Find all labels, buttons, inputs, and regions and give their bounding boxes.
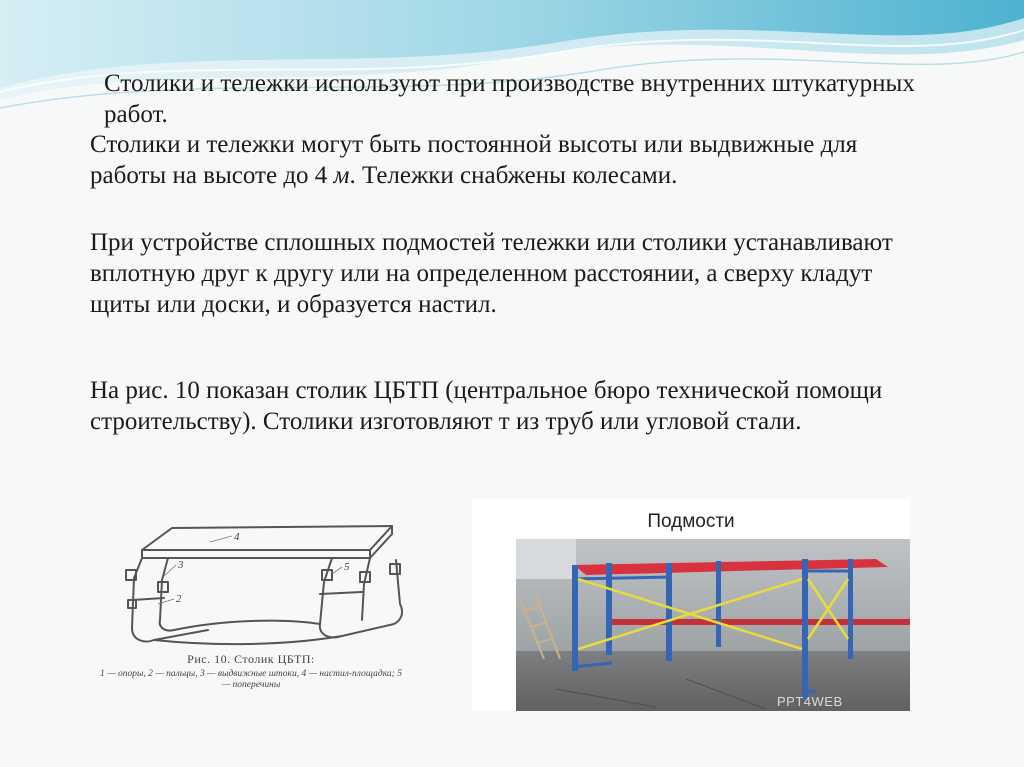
table-drawing-icon — [92, 520, 410, 650]
paragraph-2-text-b: . Тележки снабжены колесами. — [349, 162, 678, 189]
paragraph-2-text-a: Столики и тележки могут быть постоянной высоты или выдвижные для работы на высоте до 4 — [90, 131, 858, 189]
figure-caption-title: Рис. 10. Столик ЦБТП: — [187, 652, 315, 666]
figure-caption — [100, 652, 402, 691]
paragraph-1: Столики и тележки используют при производстве внутренних штукатурных работ. — [104, 70, 915, 128]
scaffold-photo-image — [516, 539, 910, 711]
callout-3: 3 — [178, 559, 184, 571]
callout-2: 2 — [176, 593, 182, 605]
photo-watermark: PPT4WEB — [777, 694, 843, 709]
figure-table-drawing — [92, 520, 410, 716]
paragraph-2 — [90, 129, 930, 191]
paragraph-4: На рис. 10 показан столик ЦБТП (центральное бюро технической помощи строительству). Столики изготовляют т из труб или угловой стали. — [90, 377, 883, 435]
figure-scaffold-photo — [472, 499, 910, 711]
paragraph-3: При устройстве сплошных подмостей тележки или столики устанавливают вплотную друг к другу или на определенном расстоянии, а сверху кладут щиты или доски, и образуется настил. — [90, 229, 893, 318]
photo-title: Подмости — [647, 511, 735, 532]
paragraph-2-unit: м — [333, 162, 350, 189]
figure-caption-body: 1 — опоры, 2 — пальцы, 3 — выдвижные штоки, 4 — настил-площадка; 5 — поперечины — [100, 669, 402, 690]
callout-4: 4 — [234, 531, 240, 543]
callout-5: 5 — [344, 561, 350, 573]
